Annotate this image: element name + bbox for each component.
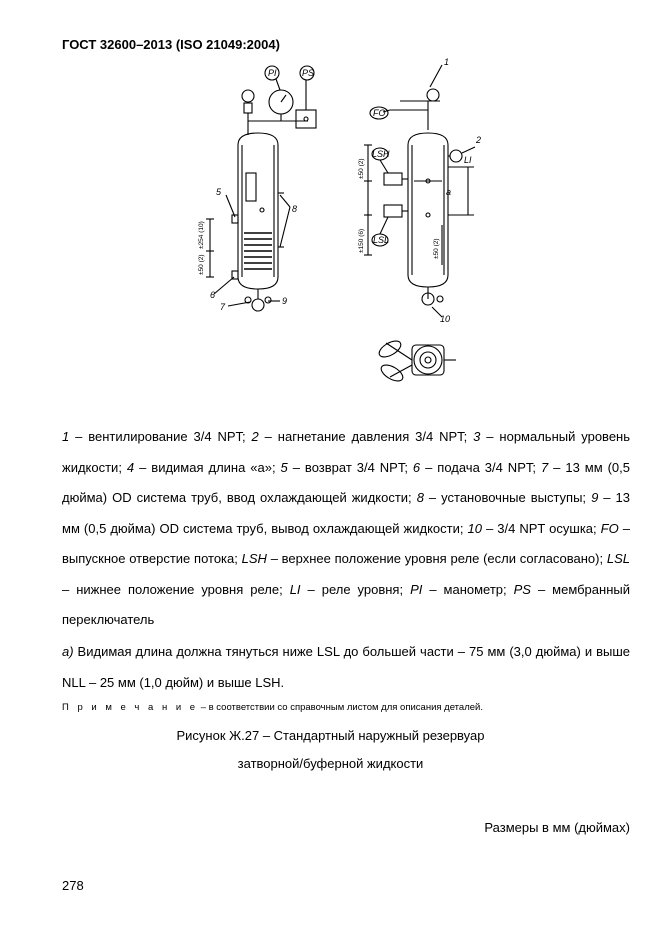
figure-caption-line-1: Рисунок Ж.27 – Стандартный наружный резервуар — [176, 728, 485, 743]
legend-key: LSH — [241, 551, 267, 566]
legend-key: 1 — [62, 429, 70, 444]
legend-text: – возврат 3/4 NPT; — [287, 459, 413, 475]
document-header: ГОСТ 32600–2013 (ISO 21049:2004) — [62, 37, 280, 52]
label-5: 5 — [216, 187, 222, 197]
label-a: a — [446, 187, 452, 197]
label-10: 10 — [440, 314, 451, 324]
figure-caption-line-2: затворной/буферной жидкости — [237, 756, 424, 771]
left-view-vessel — [206, 66, 316, 311]
legend-text: – видимая длина «а»; — [134, 459, 281, 475]
legend-key: 10 — [467, 520, 482, 536]
label-lsh: LSH — [372, 149, 390, 159]
legend-text: – 13 мм (0,5 дюйма) OD система труб, вывод охлаждающей жидкости; — [62, 490, 630, 536]
legend-key: 9 — [591, 490, 599, 505]
label-9: 9 — [282, 296, 288, 306]
label-lsl: LSL — [373, 235, 390, 245]
legend-text: – верхнее положение уровня реле (если согласовано); — [266, 551, 607, 566]
legend-key: LSL — [606, 551, 630, 566]
note — [62, 702, 483, 713]
legend-text: – выпускное отверстие потока; — [62, 520, 630, 566]
legend-key: 7 — [540, 459, 549, 475]
legend-key: 4 — [126, 459, 135, 475]
legend-key: 2 — [251, 429, 259, 444]
label-pi: PI — [268, 68, 277, 78]
legend-text: – нормальный уровень жидкости; — [62, 429, 631, 475]
label-6: 6 — [210, 290, 216, 300]
label-1: 1 — [444, 57, 450, 67]
right-dim-1: ±50 (2) — [358, 158, 365, 179]
legend-text: – мембранный переключатель — [62, 581, 630, 627]
legend-text: – 3/4 NPT осушка; — [481, 520, 601, 536]
left-dim-2: ±254 (10) — [198, 221, 205, 249]
legend-key: PI — [410, 581, 423, 597]
footnote-a — [62, 637, 630, 698]
left-dim-1: ±50 (2) — [198, 254, 205, 275]
right-dim-2: ±150 (6) — [358, 228, 365, 253]
label-2: 2 — [476, 135, 482, 145]
legend-key: 5 — [280, 459, 288, 475]
right-dim-3: ±50 (2) — [433, 238, 440, 259]
label-7: 7 — [220, 302, 226, 312]
legend-text: – вентилирование 3/4 NPT; — [69, 429, 252, 444]
legend-key: FO — [600, 520, 619, 536]
footnote-key: a) — [62, 644, 74, 659]
legend-key: PS — [513, 581, 531, 597]
legend-text: – нагнетание давления 3/4 NPT; — [258, 429, 474, 444]
legend-text: – 13 мм (0,5 дюйма) OD система труб, ввод охлаждающей жидкости; — [62, 459, 631, 505]
page-number: 278 — [62, 878, 84, 893]
legend-text: – манометр; — [422, 581, 514, 597]
legend-text: – реле уровня; — [300, 581, 411, 597]
right-view-vessel — [364, 65, 475, 317]
legend-text: – подача 3/4 NPT; — [420, 459, 541, 475]
legend-text: – нижнее положение уровня реле; — [62, 581, 290, 597]
label-ps: PS — [302, 68, 315, 78]
legend-key: LI — [289, 581, 301, 597]
dimensions-note: Размеры в мм (дюймах) — [484, 820, 630, 835]
legend-key: 3 — [473, 429, 481, 444]
figure-legend — [62, 422, 630, 636]
label-fo: FO — [373, 108, 386, 118]
label-li: LI — [464, 155, 472, 165]
legend-key: 6 — [412, 459, 421, 475]
note-label: П р и м е ч а н и е — [62, 702, 199, 713]
legend-key: 8 — [416, 490, 424, 505]
legend-text: – установочные выступы; — [423, 490, 592, 505]
footnote-text: Видимая длина должна тянуться ниже LSL до большей части – 75 мм (3,0 дюйма) и выше NLL – 25 мм (1,0 дюйм) и выше LSH. — [62, 644, 630, 690]
note-text: – в соответствии со справочным листом для описания деталей. — [198, 702, 483, 713]
reservoir-drawing — [180, 55, 480, 400]
bottom-view-detail — [377, 338, 456, 384]
label-8: 8 — [292, 204, 298, 214]
